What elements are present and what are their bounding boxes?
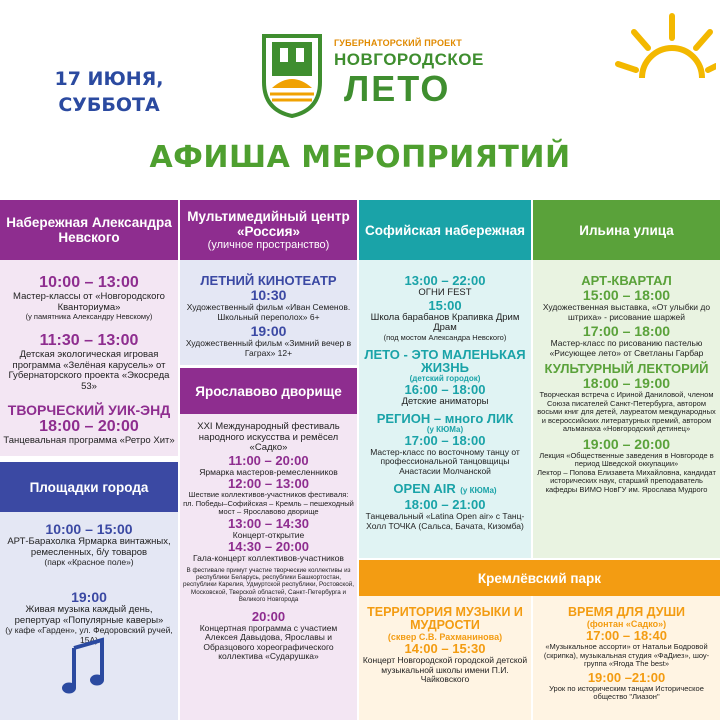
section-note: (фонтан «Садко») — [586, 619, 667, 629]
event-time: 19:00 — [250, 323, 287, 339]
festival-intro: XXI Международный фестиваль народного искусства и ремёсел «Садко» — [197, 421, 340, 453]
logo-title-line1: НОВГОРОДСКОЕ — [334, 50, 484, 69]
sun-icon — [612, 8, 716, 100]
event-note: (парк «Красное поле») — [44, 557, 134, 567]
column-header-sub: (уличное пространство) — [207, 239, 330, 251]
event-time: 20:00 — [251, 608, 286, 624]
section-note: (у КЮМа) — [460, 486, 497, 495]
date-line-2: СУББОТА — [58, 94, 160, 116]
event-note: (у кафе «Гарден», ул. Федоровский ручей, 15А) — [5, 625, 173, 645]
section-note: (у КЮМа) — [426, 424, 464, 434]
section-title: ТЕРРИТОРИЯ МУЗЫКИ И МУДРОСТИ — [367, 605, 523, 632]
event-time: 10:00 – 13:00 — [39, 274, 139, 291]
event-text: Живая музыка каждый день, репертуар «Популярные каверы» — [14, 604, 164, 626]
event-time: 13:00 – 14:30 — [228, 515, 309, 531]
event-note: (под мостом Александра Невского) — [383, 332, 507, 342]
event-time: 19:00 –21:00 — [587, 669, 666, 685]
event-text: Урок по историческим танцам Историческое общество "Лиазон" — [549, 683, 704, 701]
music-note-icon — [62, 636, 106, 696]
kremlin-left-panel — [359, 596, 531, 720]
event-time: 19:00 — [71, 589, 107, 605]
event-note: Лектор – Попова Елизавета Михайловна, кандидат исторических наук, старший преподаватель кафедры ВИМО НовГУ им. Ярослава Мудрого — [537, 467, 716, 494]
event-note: (у памятника Александру Невскому) — [25, 312, 153, 321]
event-text: Концерт-открытие — [232, 529, 305, 540]
event-text: Танцевальный «Latina Open air» с Танц-Холл ТОЧКА (Сальса, Бачата, Кизомба) — [365, 511, 525, 531]
event-time: 14:30 – 20:00 — [228, 539, 309, 554]
event-text: Гала-концерт коллективов-участников — [193, 553, 344, 563]
event-time: 15:00 — [428, 297, 462, 313]
event-time: 14:00 – 15:30 — [404, 641, 486, 656]
event-time: 16:00 – 18:00 — [404, 382, 486, 397]
event-time: 17:00 – 18:00 — [404, 432, 486, 448]
summer-cinema-panel — [180, 260, 357, 365]
event-text: Детские аниматоры — [401, 396, 489, 407]
date-line-1: 17 ИЮНЯ, — [54, 68, 164, 90]
event-text: Ярмарка мастеров-ремесленников — [199, 466, 338, 477]
section-title: ЛЕТНИЙ КИНОТЕАТР — [200, 273, 337, 288]
event-text: Мастер-класс по восточному танцу от профессиональной танцовщицы Анастасии Молчанской — [370, 446, 520, 476]
event-time: 10:00 – 15:00 — [45, 521, 133, 537]
section-title: ВРЕМЯ ДЛЯ ДУШИ — [567, 605, 686, 619]
logo-title-line2: ЛЕТО — [344, 68, 451, 109]
event-time: 11:30 – 13:00 — [39, 332, 139, 349]
section-note: (детский городок) — [409, 374, 481, 383]
event-text: Лекция «Общественные заведения в Новгороде в период Шведской оккупации» — [539, 450, 714, 468]
ilyina-street-panel — [533, 260, 720, 558]
open-air-heading — [362, 480, 528, 498]
section-title: ТВОРЧЕСКИЙ УИК-ЭНД — [7, 402, 171, 418]
sofia-embankment-panel — [359, 260, 531, 558]
section-title: КУЛЬТУРНЫЙ ЛЕКТОРИЙ — [544, 361, 709, 376]
event-time: 10:30 — [250, 287, 287, 303]
yaroslav-court-panel — [180, 414, 357, 720]
project-logo — [258, 30, 484, 120]
event-text: Художественный фильм «Зимний вечер в Гаграх» 12+ — [185, 338, 352, 358]
event-text: Художественная выставка, «От улыбки до штриха» - рисование шаржей — [542, 302, 711, 322]
festival-note: В фестивале примут участие творческие коллективы из республики Беларусь, республики Башкортостан, республики Карелия, Удмуртской республики, Ростовской, Московской, Тверской областей, Санкт-Петербурга и Великого Новгорода — [183, 566, 354, 604]
logo-emblem-icon — [258, 30, 326, 118]
section-title: OPEN AIR — [393, 481, 456, 496]
ilyina-street-header: Ильина улица — [533, 200, 720, 260]
event-time: 13:00 – 22:00 — [404, 273, 486, 288]
event-text: Детская экологическая игровая программа «Зелёная карусель» от Губернаторского проекта «Экосреда 53» — [8, 349, 170, 392]
event-text: Школа барабанов Крапивка Дрим Драм — [370, 311, 520, 333]
event-text: Мастер-классы от «Новгородского Кванториума» — [13, 291, 165, 313]
city-venues-header: Площадки города — [0, 462, 178, 512]
column-header: Мультимедийный центр «Россия» — [187, 209, 350, 239]
event-date — [34, 66, 184, 118]
column-nevsky-embankment — [0, 200, 178, 260]
logo-subtitle: ГУБЕРНАТОРСКИЙ ПРОЕКТ — [334, 38, 462, 48]
event-text: Концертная программа с участием Алексея Давыдова, Ярославы и Образцового хореографического коллектива «Сударушка» — [199, 622, 338, 662]
event-text: Концерт Новгородской городской детской музыкальной школы имени П.И. Чайковского — [362, 655, 528, 684]
yaroslav-court-header: Ярославово дворище — [180, 368, 357, 414]
section-title: ЛЕТО - ЭТО МАЛЕНЬКАЯ ЖИЗНЬ — [364, 347, 526, 375]
event-time: 17:00 – 18:00 — [582, 323, 671, 339]
event-text: АРТ-Барахолка Ярмарка винтажных, ремесленных, б/у товаров — [7, 536, 171, 558]
event-text: Творческая встреча с Ириной Даниловой, членом Союза писателей Санкт-Петербурга, автором восьми книг для детей, лауреатом международных и всероссийских литературных премий, автором альманаха «Новгородский детинец» — [537, 390, 716, 433]
event-text: ОГНИ FEST — [418, 287, 472, 298]
event-time: 18:00 – 21:00 — [404, 497, 486, 512]
event-text: «Музыкальное ассорти» от Натальи Бодровой (скрипка), музыкальная студия «ФаДиез», шоу-группа «Ягода The best» — [543, 642, 710, 668]
event-text: Танцевальная программа «Ретро Хит» — [3, 435, 175, 446]
event-time: 12:00 – 13:00 — [228, 476, 309, 491]
section-title: РЕГИОН – много ЛИК — [376, 410, 514, 426]
event-time: 18:00 – 20:00 — [39, 418, 139, 435]
event-time: 15:00 – 18:00 — [582, 287, 671, 303]
page-title: АФИША МЕРОПРИЯТИЙ — [149, 140, 571, 175]
event-text: Мастер-класс по рисованию пастелью «Рисующее лето» от Светланы Гарбар — [549, 338, 704, 358]
sofia-embankment-header: Софийская набережная — [359, 200, 531, 260]
kremlin-right-panel — [533, 596, 720, 720]
event-time: 18:00 – 19:00 — [582, 375, 671, 391]
event-time: 19:00 – 20:00 — [582, 435, 671, 452]
column-header: Набережная Александра Невского — [0, 200, 178, 260]
section-title: АРТ-КВАРТАЛ — [581, 273, 672, 288]
event-text: Художественный фильм «Иван Семенов. Школьный переполох» 6+ — [186, 302, 351, 322]
nevsky-events-panel — [0, 260, 178, 456]
event-time: 11:00 – 20:00 — [228, 452, 309, 468]
event-time: 17:00 – 18:40 — [586, 628, 667, 643]
kremlin-park-header: Кремлёвский парк — [359, 560, 720, 596]
section-note: (сквер С.В. Рахманинова) — [387, 632, 503, 642]
russia-center-header — [180, 200, 357, 260]
event-text: Шествие коллективов-участников фестиваля: пл. Победы–Софийская – Кремль – пешеходный мост – Ярославово дворище — [183, 490, 354, 516]
